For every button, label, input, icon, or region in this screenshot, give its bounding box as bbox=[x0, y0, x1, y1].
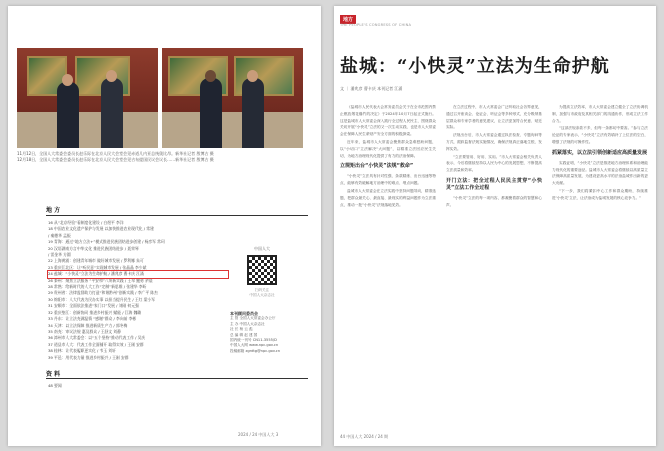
article-paragraph: “小快灵”立法的每一项内容，都凝聚着群众的智慧和心声。 bbox=[446, 195, 542, 207]
article-subheading: 抓紧落实，以立法引领创新适应高质量发展 bbox=[552, 149, 648, 156]
photo-meeting-2 bbox=[162, 48, 303, 148]
qr-note: 扫码关注 中国人大杂志社 bbox=[249, 288, 275, 297]
article-paragraph: “这部法规条款不多，但每一条都切中要害。”参与立法论证的专家表示，“小快灵”立法有效填补了上位法的空白，增强了法规的可操作性。 bbox=[552, 126, 649, 144]
caption-line: 11月12日，全国人大常委会委员长赵乐际在北京人民大会堂会见赤道几内亚总统奥比昂。新华社记者 殷博古 摄 bbox=[17, 151, 214, 156]
qr-code-icon[interactable] bbox=[247, 255, 277, 285]
toc-item[interactable]: 38 桂林：让代表履职更实化 / 韦玉 刘轩 bbox=[48, 348, 116, 354]
page-footer-right: 44 中国人大 2024 / 24 期 bbox=[340, 434, 389, 439]
toc-item[interactable]: 26 泰州：聚焦立法服务 “平安和”八项新实践 / 王翠 鲍勇 余晨 bbox=[48, 277, 153, 283]
toc-section-title: 地 方 bbox=[46, 207, 61, 214]
masthead-line: 国内统一刊号 CN11-3555/D bbox=[230, 338, 277, 343]
toc-item[interactable]: 16 从“北京经验”看制度化建设 / 白煜平 李洋 bbox=[48, 220, 124, 225]
page-footer-left: 2024 / 24 中国人大 3 bbox=[238, 432, 279, 437]
article-paragraph: 法规出台后，市人大常委会通过执法检查、专题询问等方式，跟踪监督法规实施情况，确保法规真正落地生根、发挥实效。 bbox=[446, 133, 542, 151]
toc-item[interactable]: / 雷金华 方圆 bbox=[48, 252, 71, 258]
article-paragraph: “下一步，我们将紧扣中心工作和群众期盼，持续推进‘小快灵’立法，让法治成为盐城发展的核心竞争力。” bbox=[552, 188, 648, 200]
section-subtitle: THE PEOPLE'S CONGRESS OF CHINA bbox=[340, 23, 412, 27]
left-page bbox=[8, 6, 321, 446]
toc-item[interactable]: 29 贵州省：法律监督助力打造“和谐黔州”创新实践 / 李广平 陈杰 bbox=[48, 290, 158, 296]
toc-item[interactable]: 20 汉语湖南方言中华文化 推进民族团结进步 / 聂荣琴 bbox=[48, 245, 139, 251]
article-column-3 bbox=[552, 104, 648, 203]
section-tag: 地方 bbox=[340, 15, 356, 24]
article-subheading: 立规矩出台“小快灵”法规“救命” bbox=[340, 163, 414, 170]
toc-item[interactable]: 33 丹东：让立法充满温情 “感谢”群众 / 李向前 李彬 bbox=[48, 316, 137, 322]
toc-item[interactable]: 24 盐城：“小快灵”立法为生命护航 / 潘兆彦 曹卡庆 江涌 bbox=[48, 271, 228, 277]
toc-divider-2 bbox=[46, 378, 308, 379]
article-headline: 盐城：“小快灵”立法为生命护航 bbox=[340, 56, 610, 77]
toc-item[interactable]: 22 上海黄浦：创建青年城市 做好城市发展 / 罗利娜 朱可 bbox=[48, 258, 144, 264]
toc-item[interactable]: 32 重庆垫江：创新协同 推进乡村振兴 赋能 / 江海 魏璐 bbox=[48, 309, 142, 315]
toc-item-last[interactable]: 48 要闻 bbox=[48, 383, 62, 388]
photo-meeting-1 bbox=[17, 48, 158, 148]
masthead-line: 社 长 杨 云 彪 bbox=[230, 327, 253, 332]
article-column-1 bbox=[340, 104, 436, 209]
toc-item[interactable]: 35 南充：审议法规 惠及群众 / 王舒文 刘静 bbox=[48, 328, 121, 334]
masthead bbox=[230, 311, 306, 354]
toc-item[interactable]: 18 中国农业文化遗产保护与发展 以加快推进农业现代化 / 常建 bbox=[48, 226, 154, 232]
masthead-line: 总 编 辑 赵 建 国 bbox=[230, 332, 258, 337]
toc-item[interactable]: 34 天津：以立法保障 推进新质生产力 / 郭冬梅 bbox=[48, 322, 128, 328]
article-column-2 bbox=[446, 104, 542, 210]
article-byline: 文 ｜ 潘兆彦 曹卡庆 本刊记者 江涌 bbox=[340, 86, 403, 91]
toc-item[interactable]: 30 绵阳市：人大代表为民办实事 以担当提升民生 / 王红 梁小军 bbox=[48, 296, 156, 302]
toc-item[interactable]: 23 重庆江北区：让“听民意”实现城市发展 / 张晶晶 李少斌 bbox=[48, 264, 147, 270]
article-paragraph: 《盐城市人民代表大会常务委员会关于在全市范围内禁止燃放烟花爆竹的决定》于2024年10月7日起正式施行。这是盐城市人大常委会深入践行全过程人民民主、围绕群众关切开展“小快灵”立法的又一次生动实践，也是市人大常委会在保障人民生命财产安全方面的积极探索。 bbox=[340, 105, 437, 137]
masthead-line: 投稿邮箱 zgrdtg@npc.gov.cn bbox=[230, 348, 281, 353]
masthead-title: 本刊顾问委员会 bbox=[230, 311, 258, 316]
toc-item[interactable]: 37 道县市人大：代表工作全面铺开 取得实效 / 王刚 安群 bbox=[48, 341, 144, 347]
right-page bbox=[334, 6, 656, 446]
toc-item[interactable]: / 秦德华 孟振 bbox=[48, 232, 71, 238]
article-paragraph: 为提高立法效率，市人大常委会建立健全了立法协调机制，加强与市政府及其相关部门的沟通协作，形成立法工作合力。 bbox=[552, 105, 648, 123]
toc-item[interactable]: 31 安顺市：全面依法推进“家门口”发展 / 刘刚 何元强 bbox=[48, 303, 139, 309]
masthead-line: 中国人大网 www.npc.gov.cn bbox=[230, 343, 279, 348]
article-paragraph: 实践证明，“小快灵”立法是推进地方治理体系和治理能力现代化的重要途径。盐城市人大常委会将继续以高质量立法保障高质量发展，为建设更高水平的法治盐城作出新的更大贡献。 bbox=[552, 160, 648, 186]
article-paragraph: “小快灵”立法具有针对性强、条款精练、出台迅速等特点，能够有效破解地方治理中的难点、堵点问题。 bbox=[340, 174, 436, 186]
toc-item[interactable]: 39 平邑：用代表力量 推进乡村振兴 / 王刚 安群 bbox=[48, 354, 129, 360]
toc-divider bbox=[46, 215, 308, 216]
table-of-contents bbox=[48, 220, 228, 361]
article-paragraph: 盐城市人大常委会在立法实践中坚持问题导向，精准选题，把群众最关心、最直接、最现实的利益问题作为立法重点，推动一批“小快灵”法规落地见效。 bbox=[340, 188, 436, 207]
toc-item[interactable]: 28 常熟：给新时代的人大工作“定制”新思维 / 张建华 李昕 bbox=[48, 284, 147, 290]
article-subheading: 开门立法：把全过程人民民主贯穿“小快灵”立法工作全过程 bbox=[446, 177, 542, 191]
article-paragraph: 近年来，盐城市人大常委会聚焦群众急难愁盼问题，以“小切口”立法解决“大问题”，以精准立法回应民生关切，为地方治理现代化提供了有力的法治保障。 bbox=[340, 139, 436, 158]
caption-line: 12月18日，全国人大常委会委员长赵乐际在北京人民大会堂会见吉布提国民议会议长……新华社记者 殷博古 摄 bbox=[17, 157, 214, 163]
toc-section-title-2: 资 料 bbox=[46, 371, 61, 378]
toc-item[interactable]: 36 漳州市人大常委会：以“五个坚持”推动代表工作 / 吴庆 bbox=[48, 335, 146, 341]
masthead-line: 主 管 全国人大常委会办公厅 bbox=[230, 316, 276, 321]
photo-caption bbox=[17, 151, 303, 163]
photo-strip bbox=[17, 48, 303, 148]
article-paragraph: 在立法过程中，市人大常委会广泛听取社会各界意见，通过召开座谈会、论证会、听证会等多种形式，充分吸纳基层群众和专家学者的意见建议，让立法更加符合民意、贴近实际。 bbox=[446, 105, 542, 130]
qr-title: 中国人大 bbox=[254, 246, 270, 251]
toc-item[interactable]: 19 青海：通过“地方立法+”模式推进民族团结进步创建 / 杨彦军 常珂 bbox=[48, 239, 165, 245]
masthead-line: 主 办 中国人大杂志社 bbox=[230, 321, 265, 326]
article-paragraph: “立法要管用、好用、实用。”市人大常委会相关负责人表示，今后将继续坚持以人民为中心的发展思想，不断提高立法质量和效率。 bbox=[446, 154, 542, 173]
qr-code-block bbox=[240, 246, 284, 298]
